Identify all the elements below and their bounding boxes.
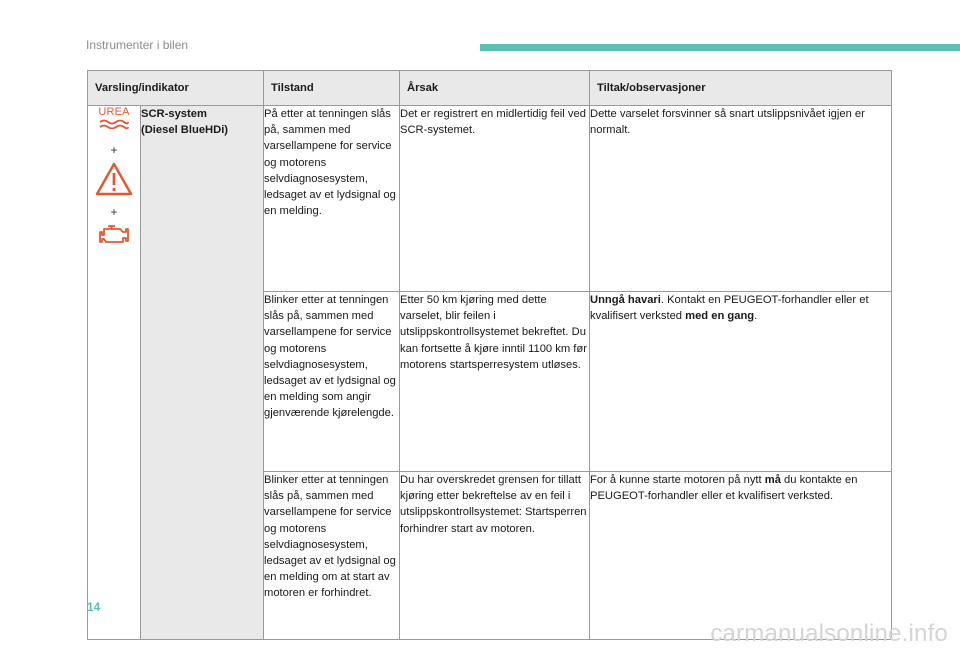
cause-cell: Etter 50 km kjøring med dette varselet, blir feilen i utslippskontrollsystemet bekreftet. Du kan fortsette å kjøre inntil 1100 km før motorens startsperresystem utløses. (400, 292, 590, 472)
column-header-indicator: Varsling/indikator (88, 71, 264, 106)
plus-sign: + (110, 143, 118, 158)
urea-warning-icon (98, 106, 130, 134)
warning-triangle-icon (95, 162, 133, 196)
action-cell (590, 106, 892, 292)
state-cell: Blinker etter at tenningen slås på, sammen med varsellampene for service og motorens selvdiagnosesystem, ledsaget av et lydsignal og en melding som angir gjenværende kjørelengde. (264, 292, 400, 472)
plus-sign: + (110, 205, 118, 220)
table-row (88, 106, 892, 292)
table-header-row (88, 71, 892, 106)
indicator-icon-cell (88, 106, 141, 640)
page-header-title: Instrumenter i bilen (86, 38, 189, 52)
watermark: carmanualsonline.info (710, 620, 948, 647)
action-text: Dette varselet forsvinner så snart utslippsnivået igjen er normalt. (590, 108, 865, 137)
state-cell: Blinker etter at tenningen slås på, sammen med varsellampene for service og motorens selvdiagnosesystem, ledsaget av et lydsignal og en melding om at start av motoren er forhindret. (264, 472, 400, 640)
action-cell (590, 472, 892, 640)
column-header-cause: Årsak (400, 71, 590, 106)
state-cell: På etter at tenningen slås på, sammen med varsellampene for service og motorens selvdiagnosesystem, ledsaget av et lydsignal og en melding. (264, 106, 400, 292)
page-number: 14 (87, 600, 101, 614)
cause-cell: Det er registrert en midlertidig feil ved SCR-systemet. (400, 106, 590, 292)
action-suffix: du kontakte en PEUGEOT-forhandler eller et kvalifisert verksted. (590, 474, 858, 503)
column-header-action: Tiltak/observasjoner (590, 71, 892, 106)
action-cell (590, 292, 892, 472)
header-accent-bar (480, 44, 960, 51)
warning-indicator-table (87, 70, 892, 640)
urea-label: UREA (98, 106, 130, 118)
engine-icon (98, 224, 130, 246)
system-name-line2: (Diesel BlueHDi) (141, 124, 229, 137)
urea-wave-icon (98, 119, 130, 129)
cause-cell: Du har overskredet grensen for tillatt kjøring etter bekreftelse av en feil i utslippskontrollsystemet: Startsperren forhindrer start av motoren. (400, 472, 590, 640)
action-suffix: . (754, 310, 758, 323)
action-bold-text: må (764, 474, 781, 486)
system-name-line1: SCR-system (141, 108, 207, 120)
column-header-state: Tilstand (264, 71, 400, 106)
action-text: . Kontakt en PEUGEOT-forhandler eller et kvalifisert verksted (590, 294, 869, 323)
system-name-cell (141, 106, 264, 640)
action-bold-text: med en gang (685, 310, 755, 323)
action-bold-prefix: Unngå havari (590, 294, 661, 306)
action-text: For å kunne starte motoren på nytt (590, 474, 765, 486)
